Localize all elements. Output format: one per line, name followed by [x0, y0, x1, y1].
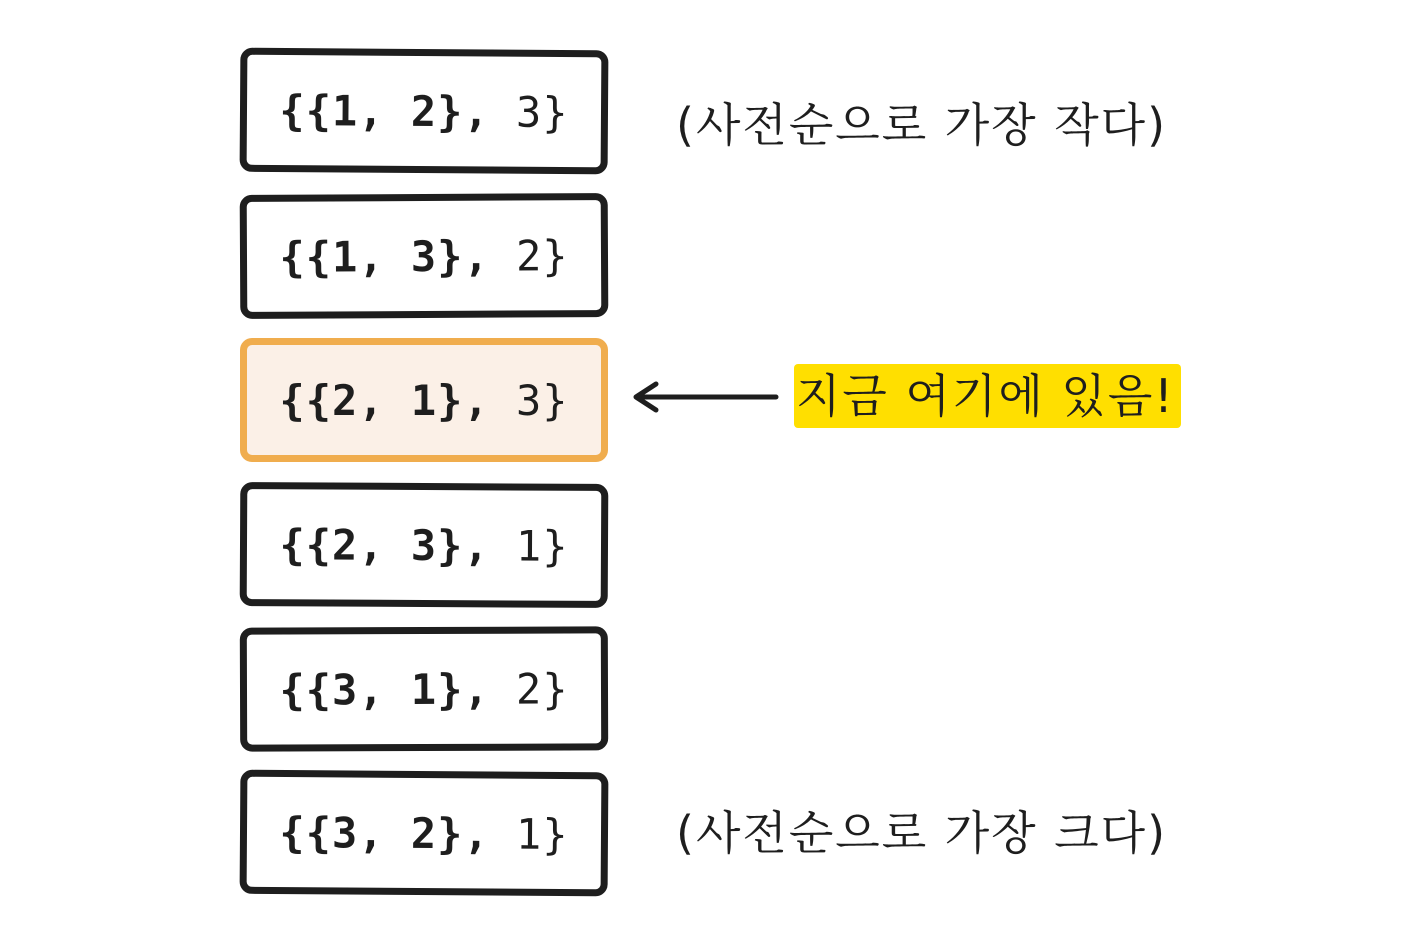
- permutation-text: {{3, 1}, 2}: [279, 663, 569, 715]
- permutation-text: {{3, 2}, 1}: [279, 807, 569, 859]
- current-position-label: 지금 여기에 있음!: [794, 364, 1181, 428]
- permutation-text: {{1, 3}, 2}: [279, 230, 569, 282]
- permutation-box-1: [240, 48, 609, 175]
- permutation-text: {{2, 1}, 3}: [279, 375, 569, 425]
- permutation-box-5: [240, 626, 608, 751]
- permutation-text: {{2, 3}, 1}: [279, 519, 569, 571]
- permutation-text: {{1, 2}, 3}: [279, 85, 569, 137]
- pointer-arrow-icon: [628, 378, 780, 418]
- permutation-box-6: [240, 770, 609, 897]
- permutation-box-current: [240, 338, 608, 462]
- largest-annotation: (사전순으로 가장 크다): [676, 806, 1168, 860]
- permutation-box-2: [240, 193, 609, 319]
- permutation-box-4: [240, 482, 609, 608]
- smallest-annotation: (사전순으로 가장 작다): [676, 98, 1168, 152]
